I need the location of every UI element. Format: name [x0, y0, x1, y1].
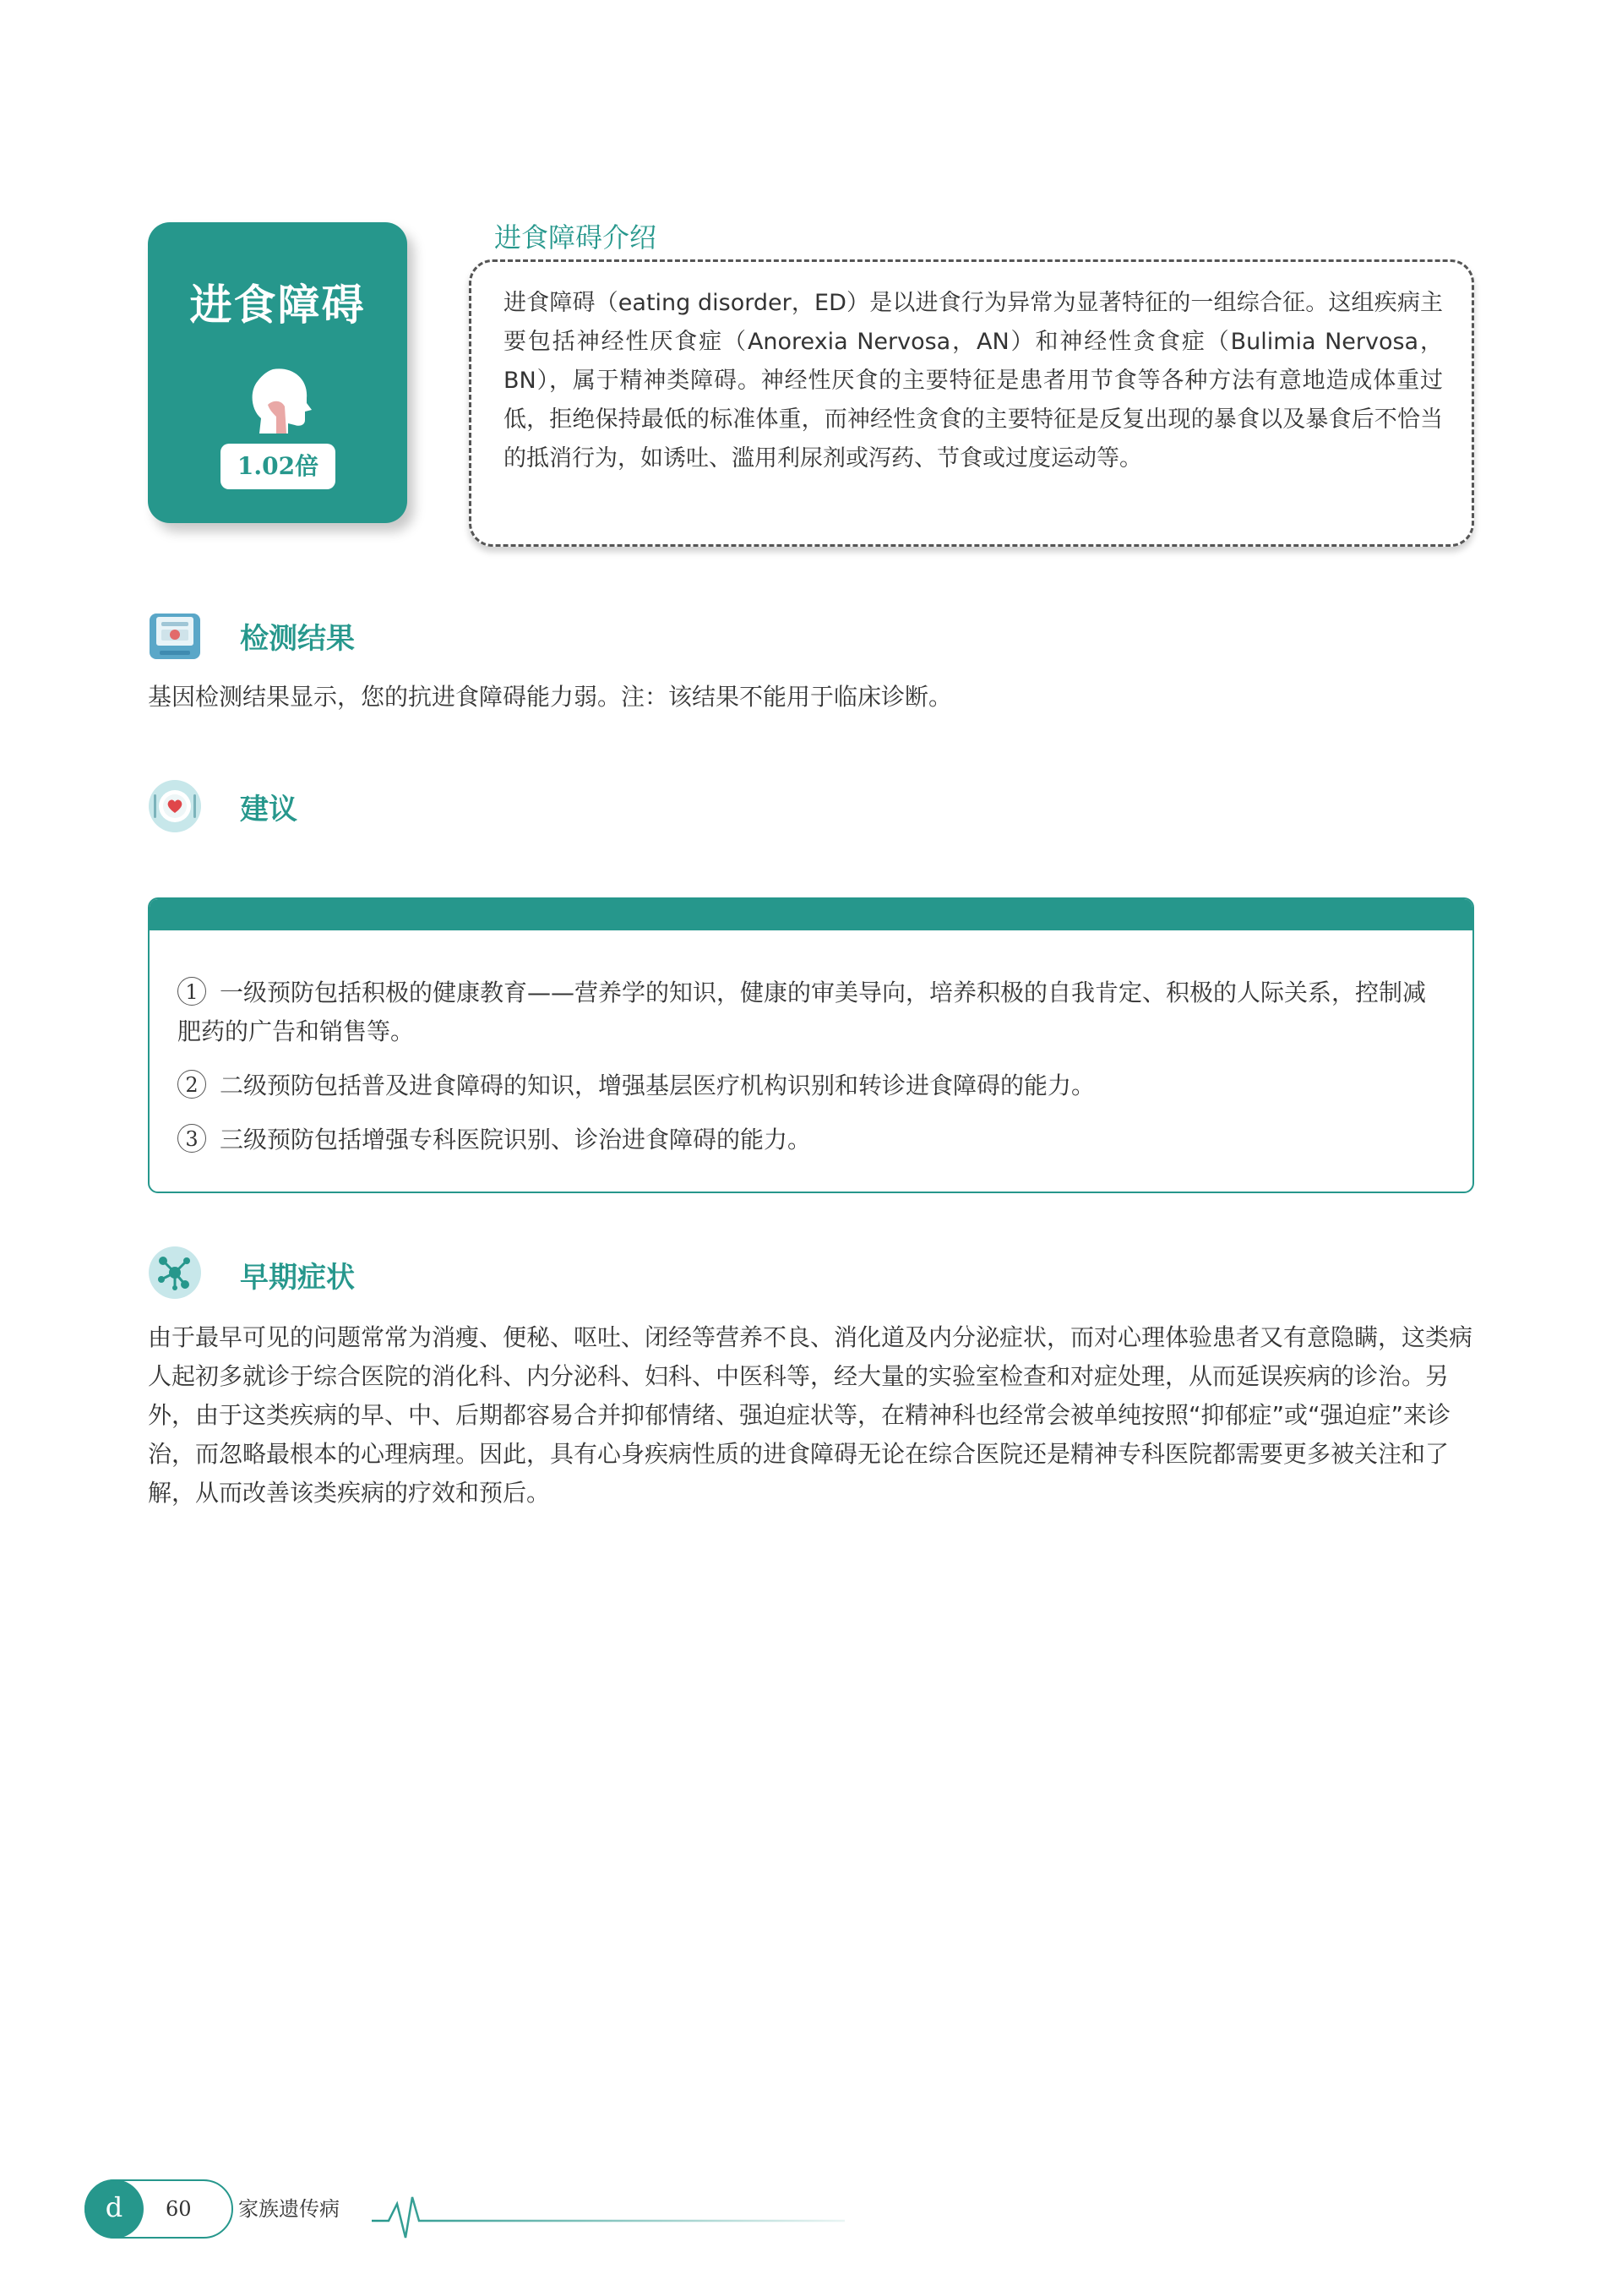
symptoms-text: 由于最早可见的问题常常为消瘦、便秘、呕吐、闭经等营养不良、消化道及内分泌症状，而对心理体验患者又有意隐瞒，这类病人起初多就诊于综合医院的消化科、内分泌科、妇科、中医科等，经大量的实验室检查和对症处理，从而延误疾病的诊治。另外，由于这类疾病的早、中、后期都容易合并抑郁情绪、强迫症状等，在精神科也经常会被单纯按照“抑郁症”或“强迫症”来诊治，而忽略最根本的心理病理。因此，具有心身疾病性质的进食障碍无论在综合医院还是精神专科医院都需要更多被关注和了解，从而改善该类疾病的疗效和预后。 — [148, 1323, 1473, 1507]
plate-heart-icon — [148, 779, 202, 833]
symptoms-heading: 早期症状 — [240, 1261, 355, 1295]
item-number: 2 — [177, 1070, 206, 1099]
page-number: 60 — [166, 2197, 192, 2221]
multiplier-badge: 1.02倍 — [220, 444, 335, 489]
advice-item-text: 一级预防包括积极的健康教育——营养学的知识，健康的审美导向，培养积极的自我肯定、积极的人际关系，控制减肥药的广告和销售等。 — [177, 979, 1427, 1045]
result-text: 基因检测结果显示，您的抗进食障碍能力弱。注：该结果不能用于临床诊断。 — [148, 683, 953, 711]
head-throat-icon — [248, 366, 312, 434]
advice-item — [177, 973, 1445, 1051]
result-heading: 检测结果 — [240, 622, 355, 656]
advice-item — [177, 1066, 1445, 1105]
advice-item — [177, 1121, 1445, 1159]
advice-heading: 建议 — [240, 793, 297, 826]
document-icon — [148, 608, 202, 663]
disease-card — [148, 222, 407, 523]
intro-text: 进食障碍（eating disorder，ED）是以进食行为异常为显著特征的一组综合征。这组疾病主要包括神经性厌食症（Anorexia Nervosa，AN）和神经性贪食症（Bulimia Nervosa，BN），属于精神类障碍。神经性厌食的主要特征是患者用节食等各种方法有意地造成体重过低，拒绝保持最低的标准体重，而神经性贪食的主要特征是反复出现的暴食以及暴食后不恰当的抵消行为，如诱吐、滥用利尿剂或泻药、节食或过度运动等。 — [503, 290, 1443, 472]
molecule-icon — [148, 1246, 202, 1300]
advice-item-text: 二级预防包括普及进食障碍的知识，增强基层医疗机构识别和转诊进食障碍的能力。 — [220, 1072, 1096, 1099]
advice-item-text: 三级预防包括增强专科医院识别、诊治进食障碍的能力。 — [220, 1126, 812, 1153]
intro-heading: 进食障碍介绍 — [494, 221, 657, 254]
item-number: 1 — [177, 977, 206, 1006]
heartbeat-line-icon — [372, 2190, 845, 2250]
advice-box — [148, 897, 1474, 1193]
disease-title: 进食障碍 — [189, 281, 366, 330]
advice-list — [177, 973, 1445, 1175]
item-number: 3 — [177, 1124, 206, 1153]
footer-letter: d — [84, 2179, 144, 2239]
footer-title: 家族遗传病 — [238, 2197, 340, 2221]
intro-box — [469, 259, 1474, 547]
advice-header-bar — [150, 899, 1472, 930]
